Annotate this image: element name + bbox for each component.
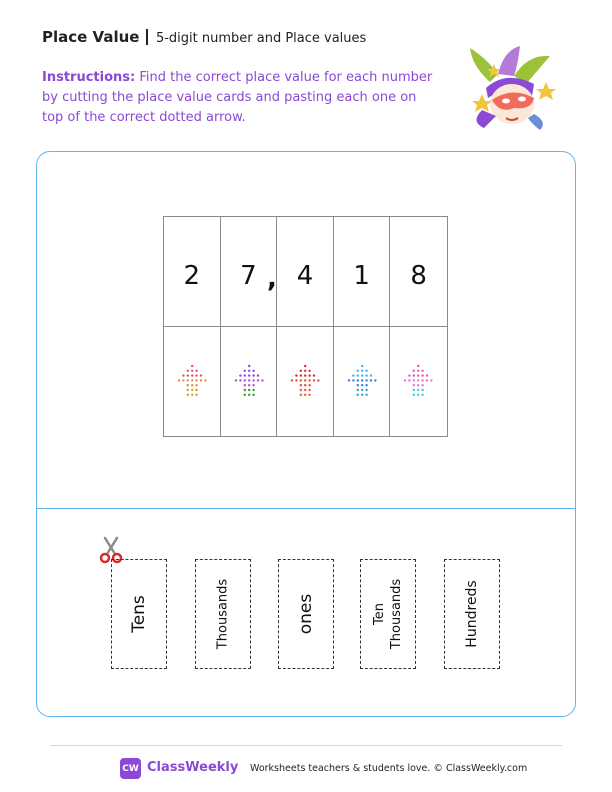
cut-out-card[interactable] bbox=[111, 559, 167, 669]
digit-cell bbox=[334, 217, 391, 327]
arrow-cell bbox=[164, 327, 221, 436]
digit: 7 bbox=[240, 261, 257, 291]
cut-out-card[interactable] bbox=[278, 559, 334, 669]
worksheet-subtitle: 5-digit number and Place values bbox=[155, 31, 367, 46]
digit-cell bbox=[277, 217, 334, 327]
card-label-line: Ten bbox=[372, 603, 387, 625]
dotted-arrow-icon bbox=[402, 363, 436, 399]
dotted-arrow-icon bbox=[233, 363, 267, 399]
card-label: Tens bbox=[129, 595, 149, 633]
arrow-cell bbox=[221, 327, 278, 436]
footer-tagline: Worksheets teachers & students love. © ClassWeekly.com bbox=[250, 763, 528, 774]
card-label: ones bbox=[296, 593, 316, 635]
dotted-arrow-icon bbox=[346, 363, 380, 399]
place-value-chart bbox=[163, 216, 448, 437]
digit-cell bbox=[390, 217, 447, 327]
digit: 1 bbox=[353, 261, 370, 291]
title-separator bbox=[146, 29, 148, 45]
cut-out-card[interactable] bbox=[444, 559, 500, 669]
cut-out-card[interactable] bbox=[360, 559, 416, 669]
digit: 2 bbox=[183, 261, 201, 291]
card-label-line: Thousands bbox=[389, 578, 404, 650]
footer-divider bbox=[50, 745, 562, 746]
dotted-arrow-icon bbox=[176, 363, 210, 399]
worksheet-header bbox=[42, 28, 366, 46]
card-label bbox=[371, 579, 405, 649]
worksheet-title: Place Value bbox=[42, 28, 140, 46]
instructions-text: Find the correct place value for each number by cutting the place value cards and pasting each one on top of the correct dotted arrow. bbox=[42, 70, 433, 125]
digit: 8 bbox=[410, 261, 427, 291]
classweekly-logo: CW bbox=[120, 758, 141, 779]
instructions bbox=[42, 68, 437, 128]
card-label: Thousands bbox=[215, 578, 231, 650]
jester-mask-illustration bbox=[462, 44, 558, 130]
dotted-arrow-icon bbox=[289, 363, 323, 399]
cut-line-divider bbox=[37, 508, 575, 509]
cut-out-card[interactable] bbox=[195, 559, 251, 669]
digit-cell bbox=[164, 217, 221, 327]
arrow-cell bbox=[334, 327, 391, 436]
arrow-cell bbox=[277, 327, 334, 436]
instructions-label: Instructions: bbox=[42, 70, 136, 85]
arrow-cell bbox=[390, 327, 447, 436]
digit: 4 bbox=[296, 261, 314, 291]
card-label: Hundreds bbox=[464, 580, 480, 648]
brand-name: ClassWeekly bbox=[147, 760, 239, 775]
thousands-separator: , bbox=[267, 264, 277, 294]
